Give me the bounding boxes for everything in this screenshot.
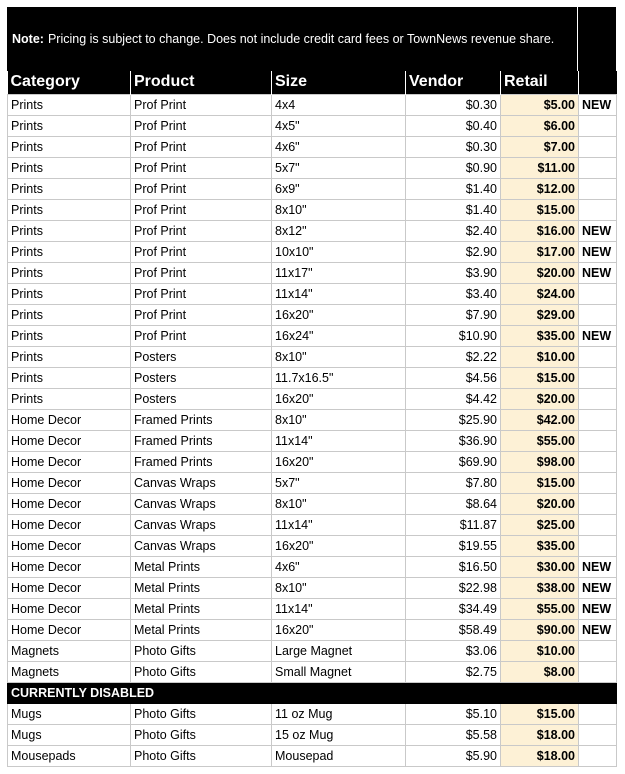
category-cell: Home Decor <box>8 472 131 493</box>
vendor-price-cell: $0.90 <box>406 157 501 178</box>
retail-price-cell: $20.00 <box>501 388 579 409</box>
category-cell: Prints <box>8 262 131 283</box>
retail-price-cell: $35.00 <box>501 535 579 556</box>
pricing-table <box>7 71 617 767</box>
category-cell: Prints <box>8 136 131 157</box>
table-row <box>8 304 617 325</box>
size-cell: 8x10" <box>272 346 406 367</box>
retail-price-cell: $17.00 <box>501 241 579 262</box>
note-cell <box>7 7 578 71</box>
table-row <box>8 178 617 199</box>
size-cell: 11x14" <box>272 514 406 535</box>
new-badge-cell: NEW <box>579 241 617 262</box>
retail-price-cell: $35.00 <box>501 325 579 346</box>
new-badge-cell <box>579 535 617 556</box>
table-row <box>8 745 617 766</box>
table-body <box>8 94 617 766</box>
new-badge-cell <box>579 346 617 367</box>
product-cell: Prof Print <box>131 94 272 115</box>
product-cell: Prof Print <box>131 262 272 283</box>
vendor-price-cell: $3.06 <box>406 640 501 661</box>
product-cell: Canvas Wraps <box>131 535 272 556</box>
new-badge-cell <box>579 367 617 388</box>
table-row <box>8 220 617 241</box>
category-cell: Prints <box>8 283 131 304</box>
vendor-price-cell: $5.10 <box>406 703 501 724</box>
size-cell: 11x14" <box>272 598 406 619</box>
retail-price-cell: $10.00 <box>501 346 579 367</box>
new-badge-cell <box>579 409 617 430</box>
category-cell: Prints <box>8 367 131 388</box>
new-badge-cell: NEW <box>579 325 617 346</box>
category-cell: Magnets <box>8 640 131 661</box>
product-cell: Posters <box>131 346 272 367</box>
vendor-price-cell: $7.80 <box>406 472 501 493</box>
size-cell: 11x17" <box>272 262 406 283</box>
product-cell: Prof Print <box>131 178 272 199</box>
product-cell: Prof Print <box>131 157 272 178</box>
table-row <box>8 451 617 472</box>
retail-price-cell: $29.00 <box>501 304 579 325</box>
product-cell: Photo Gifts <box>131 745 272 766</box>
size-cell: 8x10" <box>272 409 406 430</box>
new-badge-cell <box>579 157 617 178</box>
table-row <box>8 157 617 178</box>
header-tag <box>579 71 617 94</box>
header-vendor: Vendor <box>406 71 501 94</box>
retail-price-cell: $10.00 <box>501 640 579 661</box>
product-cell: Prof Print <box>131 241 272 262</box>
size-cell: 4x5" <box>272 115 406 136</box>
retail-price-cell: $11.00 <box>501 157 579 178</box>
vendor-price-cell: $58.49 <box>406 619 501 640</box>
category-cell: Prints <box>8 304 131 325</box>
new-badge-cell <box>579 724 617 745</box>
header-row <box>8 71 617 94</box>
size-cell: 15 oz Mug <box>272 724 406 745</box>
product-cell: Prof Print <box>131 304 272 325</box>
section-row-disabled <box>8 682 617 703</box>
pricing-sheet <box>7 7 616 767</box>
vendor-price-cell: $19.55 <box>406 535 501 556</box>
size-cell: 5x7" <box>272 472 406 493</box>
product-cell: Posters <box>131 388 272 409</box>
vendor-price-cell: $8.64 <box>406 493 501 514</box>
vendor-price-cell: $69.90 <box>406 451 501 472</box>
retail-price-cell: $12.00 <box>501 178 579 199</box>
retail-price-cell: $90.00 <box>501 619 579 640</box>
size-cell: 8x10" <box>272 493 406 514</box>
category-cell: Home Decor <box>8 619 131 640</box>
new-badge-cell: NEW <box>579 220 617 241</box>
product-cell: Photo Gifts <box>131 661 272 682</box>
vendor-price-cell: $36.90 <box>406 430 501 451</box>
vendor-price-cell: $10.90 <box>406 325 501 346</box>
table-row <box>8 409 617 430</box>
header-size: Size <box>272 71 406 94</box>
header-retail: Retail <box>501 71 579 94</box>
category-cell: Mousepads <box>8 745 131 766</box>
size-cell: 11 oz Mug <box>272 703 406 724</box>
retail-price-cell: $15.00 <box>501 703 579 724</box>
vendor-price-cell: $0.30 <box>406 94 501 115</box>
size-cell: 4x4 <box>272 94 406 115</box>
product-cell: Prof Print <box>131 115 272 136</box>
new-badge-cell <box>579 745 617 766</box>
vendor-price-cell: $3.90 <box>406 262 501 283</box>
size-cell: 16x24" <box>272 325 406 346</box>
table-row <box>8 430 617 451</box>
retail-price-cell: $55.00 <box>501 430 579 451</box>
size-cell: 8x12" <box>272 220 406 241</box>
retail-price-cell: $18.00 <box>501 745 579 766</box>
product-cell: Prof Print <box>131 283 272 304</box>
retail-price-cell: $15.00 <box>501 367 579 388</box>
retail-price-cell: $55.00 <box>501 598 579 619</box>
size-cell: 16x20" <box>272 535 406 556</box>
new-badge-cell: NEW <box>579 619 617 640</box>
vendor-price-cell: $1.40 <box>406 178 501 199</box>
retail-price-cell: $30.00 <box>501 556 579 577</box>
retail-price-cell: $8.00 <box>501 661 579 682</box>
vendor-price-cell: $22.98 <box>406 577 501 598</box>
product-cell: Metal Prints <box>131 598 272 619</box>
table-row <box>8 577 617 598</box>
new-badge-cell <box>579 703 617 724</box>
size-cell: 6x9" <box>272 178 406 199</box>
new-badge-cell: NEW <box>579 598 617 619</box>
table-row <box>8 703 617 724</box>
table-row <box>8 661 617 682</box>
new-badge-cell <box>579 388 617 409</box>
size-cell: 16x20" <box>272 619 406 640</box>
vendor-price-cell: $4.42 <box>406 388 501 409</box>
vendor-price-cell: $34.49 <box>406 598 501 619</box>
category-cell: Home Decor <box>8 577 131 598</box>
size-cell: 11x14" <box>272 430 406 451</box>
category-cell: Home Decor <box>8 409 131 430</box>
table-row <box>8 283 617 304</box>
product-cell: Prof Print <box>131 199 272 220</box>
table-row <box>8 241 617 262</box>
note-label: Note: <box>12 32 44 46</box>
retail-price-cell: $16.00 <box>501 220 579 241</box>
new-badge-cell <box>579 640 617 661</box>
product-cell: Metal Prints <box>131 577 272 598</box>
product-cell: Framed Prints <box>131 451 272 472</box>
section-label: CURRENTLY DISABLED <box>8 682 617 703</box>
product-cell: Canvas Wraps <box>131 514 272 535</box>
product-cell: Posters <box>131 367 272 388</box>
vendor-price-cell: $2.90 <box>406 241 501 262</box>
retail-price-cell: $6.00 <box>501 115 579 136</box>
table-row <box>8 493 617 514</box>
new-badge-cell <box>579 451 617 472</box>
table-row <box>8 199 617 220</box>
retail-price-cell: $98.00 <box>501 451 579 472</box>
size-cell: 16x20" <box>272 304 406 325</box>
new-badge-cell <box>579 661 617 682</box>
retail-price-cell: $42.00 <box>501 409 579 430</box>
category-cell: Mugs <box>8 703 131 724</box>
product-cell: Canvas Wraps <box>131 472 272 493</box>
category-cell: Home Decor <box>8 556 131 577</box>
category-cell: Prints <box>8 94 131 115</box>
category-cell: Magnets <box>8 661 131 682</box>
new-badge-cell <box>579 115 617 136</box>
vendor-price-cell: $11.87 <box>406 514 501 535</box>
product-cell: Photo Gifts <box>131 640 272 661</box>
note-banner <box>7 7 616 71</box>
table-row <box>8 388 617 409</box>
vendor-price-cell: $3.40 <box>406 283 501 304</box>
retail-price-cell: $15.00 <box>501 472 579 493</box>
size-cell: 5x7" <box>272 157 406 178</box>
vendor-price-cell: $0.30 <box>406 136 501 157</box>
product-cell: Prof Print <box>131 220 272 241</box>
new-badge-cell: NEW <box>579 262 617 283</box>
table-row <box>8 94 617 115</box>
size-cell: 4x6" <box>272 136 406 157</box>
new-badge-cell <box>579 178 617 199</box>
table-row <box>8 619 617 640</box>
table-row <box>8 136 617 157</box>
table-row <box>8 535 617 556</box>
category-cell: Home Decor <box>8 598 131 619</box>
category-cell: Prints <box>8 178 131 199</box>
size-cell: 8x10" <box>272 199 406 220</box>
table-row <box>8 367 617 388</box>
vendor-price-cell: $7.90 <box>406 304 501 325</box>
category-cell: Home Decor <box>8 451 131 472</box>
vendor-price-cell: $2.22 <box>406 346 501 367</box>
new-badge-cell <box>579 472 617 493</box>
retail-price-cell: $25.00 <box>501 514 579 535</box>
size-cell: Large Magnet <box>272 640 406 661</box>
size-cell: 11.7x16.5" <box>272 367 406 388</box>
table-row <box>8 556 617 577</box>
vendor-price-cell: $4.56 <box>406 367 501 388</box>
new-badge-cell <box>579 136 617 157</box>
new-badge-cell <box>579 514 617 535</box>
category-cell: Home Decor <box>8 493 131 514</box>
size-cell: 16x20" <box>272 388 406 409</box>
size-cell: Small Magnet <box>272 661 406 682</box>
table-row <box>8 640 617 661</box>
size-cell: 4x6" <box>272 556 406 577</box>
size-cell: 16x20" <box>272 451 406 472</box>
category-cell: Prints <box>8 220 131 241</box>
vendor-price-cell: $2.75 <box>406 661 501 682</box>
product-cell: Canvas Wraps <box>131 493 272 514</box>
product-cell: Photo Gifts <box>131 724 272 745</box>
new-badge-cell <box>579 304 617 325</box>
header-product: Product <box>131 71 272 94</box>
table-row <box>8 115 617 136</box>
size-cell: 10x10" <box>272 241 406 262</box>
retail-price-cell: $20.00 <box>501 262 579 283</box>
header-category: Category <box>8 71 131 94</box>
vendor-price-cell: $16.50 <box>406 556 501 577</box>
category-cell: Prints <box>8 115 131 136</box>
vendor-price-cell: $2.40 <box>406 220 501 241</box>
retail-price-cell: $5.00 <box>501 94 579 115</box>
table-row <box>8 262 617 283</box>
retail-price-cell: $24.00 <box>501 283 579 304</box>
category-cell: Prints <box>8 325 131 346</box>
category-cell: Prints <box>8 346 131 367</box>
vendor-price-cell: $5.58 <box>406 724 501 745</box>
table-row <box>8 325 617 346</box>
vendor-price-cell: $5.90 <box>406 745 501 766</box>
retail-price-cell: $7.00 <box>501 136 579 157</box>
new-badge-cell: NEW <box>579 94 617 115</box>
product-cell: Metal Prints <box>131 556 272 577</box>
note-text: Pricing is subject to change. Does not include credit card fees or TownNews revenue share. <box>47 32 555 46</box>
new-badge-cell: NEW <box>579 556 617 577</box>
category-cell: Prints <box>8 199 131 220</box>
category-cell: Mugs <box>8 724 131 745</box>
product-cell: Prof Print <box>131 136 272 157</box>
table-row <box>8 472 617 493</box>
new-badge-cell <box>579 283 617 304</box>
category-cell: Prints <box>8 241 131 262</box>
category-cell: Home Decor <box>8 430 131 451</box>
new-badge-cell <box>579 430 617 451</box>
category-cell: Prints <box>8 157 131 178</box>
product-cell: Metal Prints <box>131 619 272 640</box>
product-cell: Prof Print <box>131 325 272 346</box>
category-cell: Home Decor <box>8 514 131 535</box>
size-cell: 8x10" <box>272 577 406 598</box>
table-row <box>8 514 617 535</box>
vendor-price-cell: $1.40 <box>406 199 501 220</box>
product-cell: Framed Prints <box>131 430 272 451</box>
product-cell: Photo Gifts <box>131 703 272 724</box>
retail-price-cell: $18.00 <box>501 724 579 745</box>
new-badge-cell: NEW <box>579 577 617 598</box>
vendor-price-cell: $25.90 <box>406 409 501 430</box>
new-badge-cell <box>579 493 617 514</box>
size-cell: Mousepad <box>272 745 406 766</box>
vendor-price-cell: $0.40 <box>406 115 501 136</box>
retail-price-cell: $38.00 <box>501 577 579 598</box>
table-row <box>8 724 617 745</box>
note-side-cell <box>578 7 616 71</box>
category-cell: Prints <box>8 388 131 409</box>
table-row <box>8 598 617 619</box>
category-cell: Home Decor <box>8 535 131 556</box>
new-badge-cell <box>579 199 617 220</box>
table-row <box>8 346 617 367</box>
retail-price-cell: $20.00 <box>501 493 579 514</box>
retail-price-cell: $15.00 <box>501 199 579 220</box>
size-cell: 11x14" <box>272 283 406 304</box>
product-cell: Framed Prints <box>131 409 272 430</box>
